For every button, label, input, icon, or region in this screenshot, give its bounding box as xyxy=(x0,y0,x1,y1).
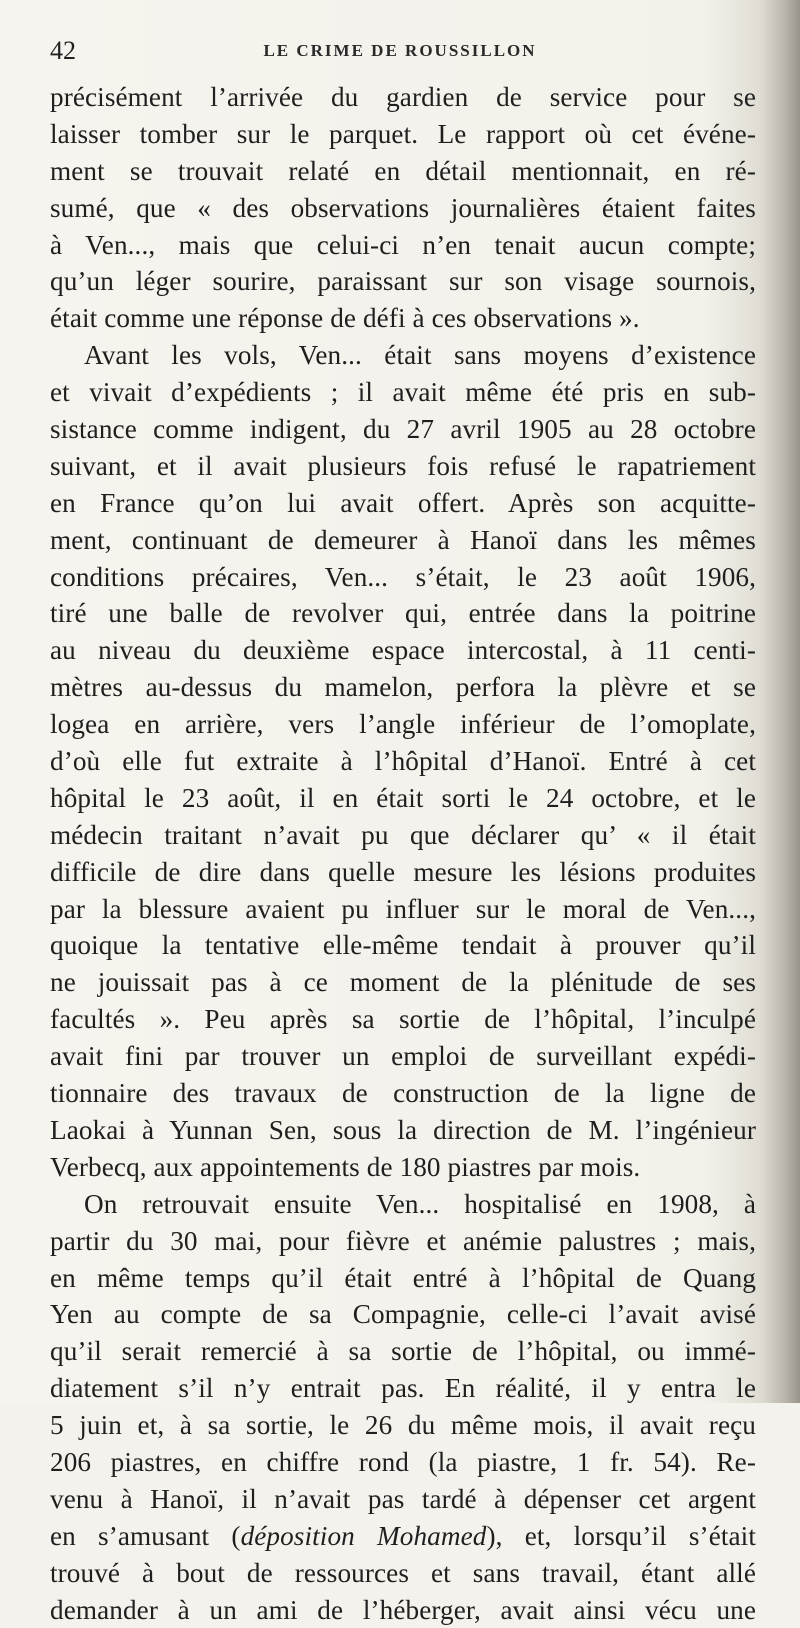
page-header xyxy=(50,36,750,66)
text-line: en France qu’on lui avait offert. Après son acquitte- xyxy=(50,487,756,518)
running-title: LE CRIME DE ROUSSILLON xyxy=(263,41,537,60)
page-number: 42 xyxy=(50,36,76,65)
text-line: venu à Hanoï, il n’avait pas tardé à dépenser cet argent xyxy=(50,1483,756,1514)
text-line: Laokai à Yunnan Sen, sous la direction de M. l’ingénieur xyxy=(50,1114,756,1145)
text-line: avait fini par trouver un emploi de surveillant expédi- xyxy=(50,1041,756,1072)
text-line xyxy=(50,1518,756,1555)
text-line: facultés ». Peu après sa sortie de l’hôpital, l’inculpé xyxy=(50,1004,756,1035)
text-line: ment se trouvait relaté en détail mentionnait, en ré- xyxy=(50,155,756,186)
text-line: Yen au compte de sa Compagnie, celle-ci l’avait avisé xyxy=(50,1299,756,1330)
text-line: et vivait d’expédients ; il avait même été pris en sub- xyxy=(50,377,756,408)
text-line: diatement s’il n’y entrait pas. En réalité, il y entra le xyxy=(50,1373,756,1404)
text-line: On retrouvait ensuite Ven... hospitalisé en 1908, à xyxy=(84,1188,756,1219)
text-line: tiré une balle de revolver qui, entrée dans la poitrine xyxy=(50,598,756,629)
text-line: sumé, que « des observations journalières étaient faites xyxy=(50,192,756,223)
text-line: Verbecq, aux appointements de 180 piastres par mois. xyxy=(50,1151,641,1182)
text-line: au niveau du deuxième espace intercostal, à 11 centi- xyxy=(50,635,756,666)
italic-citation: déposition Mohamed xyxy=(240,1520,487,1551)
text-line: demander à un ami de l’héberger, avait ainsi vécu une xyxy=(50,1594,756,1625)
text-segment: ), et, lorsqu’il s’était xyxy=(486,1520,756,1551)
text-segment: en s’amusant ( xyxy=(50,1520,241,1551)
text-line: médecin traitant n’avait pu que déclarer qu’ « il était xyxy=(50,819,756,850)
page-edge-shadow xyxy=(762,0,800,1403)
text-line: conditions précaires, Ven... s’était, le 23 août 1906, xyxy=(50,561,756,592)
text-line: logea en arrière, vers l’angle inférieur de l’omoplate, xyxy=(50,709,756,740)
text-line: était comme une réponse de défi à ces observations ». xyxy=(50,303,640,334)
text-line: ne jouissait pas à ce moment de la plénitude de ses xyxy=(50,967,756,998)
text-line: d’où elle fut extraite à l’hôpital d’Hanoï. Entré à cet xyxy=(50,746,756,777)
body-text xyxy=(50,79,756,1628)
text-line: suivant, et il avait plusieurs fois refusé le rapatriement xyxy=(50,450,756,481)
text-line: mètres au-dessus du mamelon, perfora la plèvre et se xyxy=(50,672,756,703)
text-line: quoique la tentative elle-même tendait à prouver qu’il xyxy=(50,930,756,961)
text-line: ment, continuant de demeurer à Hanoï dans les mêmes xyxy=(50,524,756,555)
text-line: partir du 30 mai, pour fièvre et anémie palustres ; mais, xyxy=(50,1225,756,1256)
text-line: sistance comme indigent, du 27 avril 1905 au 28 octobre xyxy=(50,414,756,445)
text-line: hôpital le 23 août, il en était sorti le 24 octobre, et le xyxy=(50,782,756,813)
text-line: qu’un léger sourire, paraissant sur son visage sournois, xyxy=(50,266,756,297)
text-line: tionnaire des travaux de construction de la ligne de xyxy=(50,1078,756,1109)
text-line: à Ven..., mais que celui-ci n’en tenait aucun compte; xyxy=(50,229,756,260)
text-line: qu’il serait remercié à sa sortie de l’hôpital, ou immé- xyxy=(50,1336,756,1367)
text-line: Avant les vols, Ven... était sans moyens d’existence xyxy=(84,340,756,371)
text-line: par la blessure avaient pu influer sur le moral de Ven..., xyxy=(50,893,756,924)
text-line: trouvé à bout de ressources et sans travail, étant allé xyxy=(50,1557,756,1588)
text-line: précisément l’arrivée du gardien de service pour se xyxy=(50,82,756,112)
text-line: laisser tomber sur le parquet. Le rapport où cet événe- xyxy=(50,118,756,149)
text-line: en même temps qu’il était entré à l’hôpital de Quang xyxy=(50,1262,756,1293)
text-line: difficile de dire dans quelle mesure les lésions produites xyxy=(50,856,756,887)
text-line: 5 juin et, à sa sortie, le 26 du même mois, il avait reçu xyxy=(50,1410,756,1441)
text-line: 206 piastres, en chiffre rond (la piastre, 1 fr. 54). Re- xyxy=(50,1446,756,1477)
